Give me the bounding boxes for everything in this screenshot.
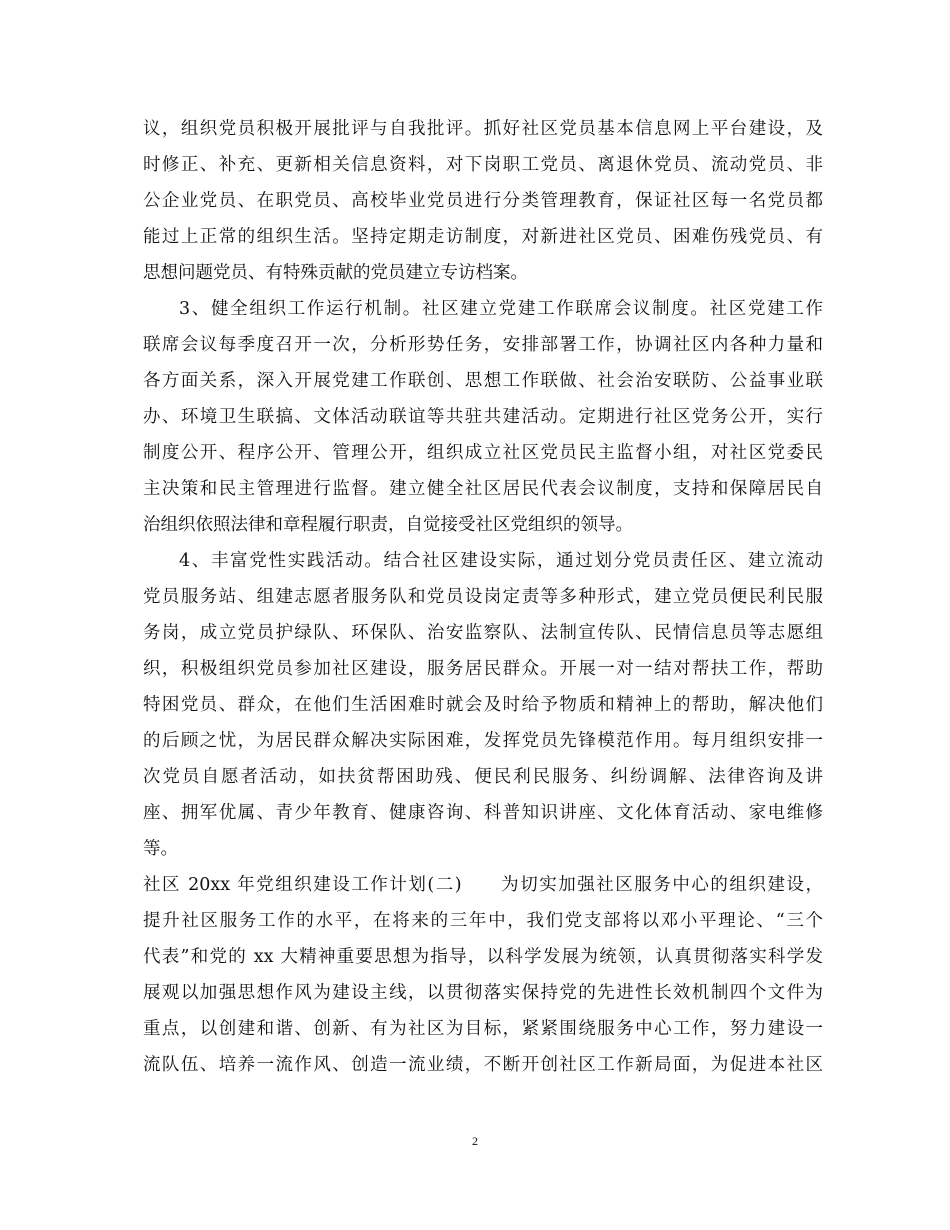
text-line: 展观以加强思想作风为建设主线，以贯彻落实保持党的先进性长效机制四个文件为 <box>143 983 823 1003</box>
text-line: 能过上正常的组织生活。坚持定期走访制度，对新进社区党员、困难伤残党员、有 <box>143 227 823 247</box>
text-line: 流队伍、培养一流作风、创造一流业绩，不断开创社区工作新局面，为促进本社区 <box>143 1055 823 1075</box>
text-line: 制度公开、程序公开、管理公开，组织成立社区党员民主监督小组，对社区党委民 <box>143 443 823 463</box>
text-line: 时修正、补充、更新相关信息资料，对下岗职工党员、离退休党员、流动党员、非 <box>143 155 823 175</box>
text-line: 座、拥军优属、青少年教育、健康咨询、科普知识讲座、文化体育活动、家电维修 <box>143 803 823 823</box>
text-line: 治组织依照法律和章程履行职责，自觉接受社区党组织的领导。 <box>143 515 633 535</box>
text-line: 务岗，成立党员护绿队、环保队、治安监察队、法制宣传队、民情信息员等志愿组 <box>143 623 823 643</box>
text-line: 特困党员、群众，在他们生活困难时就会及时给予物质和精神上的帮助，解决他们 <box>143 695 823 715</box>
text-line: 4、丰富党性实践活动。结合社区建设实际，通过划分党员责任区、建立流动 <box>179 551 823 571</box>
text-line: 次党员自愿者活动，如扶贫帮困助残、便民利民服务、纠纷调解、法律咨询及讲 <box>143 767 823 787</box>
text-line: 联席会议每季度召开一次，分析形势任务，安排部署工作，协调社区内各种力量和 <box>143 335 823 355</box>
text-line: 各方面关系，深入开展党建工作联创、思想工作联做、社会治安联防、公益事业联 <box>143 371 823 391</box>
text-line: 3、健全组织工作运行机制。社区建立党建工作联席会议制度。社区党建工作 <box>179 299 823 319</box>
text-line: 公企业党员、在职党员、高校毕业党员进行分类管理教育，保证社区每一名党员都 <box>143 191 823 211</box>
body-text <box>143 111 823 1083</box>
text-line: 办、环境卫生联搞、文体活动联谊等共驻共建活动。定期进行社区党务公开，实行 <box>143 407 823 427</box>
text-line: 提升社区服务工作的水平，在将来的三年中，我们党支部将以邓小平理论、“三个 <box>143 911 823 931</box>
text-line: 等。 <box>143 839 178 859</box>
text-line: 思想问题党员、有特殊贡献的党员建立专访档案。 <box>143 263 528 283</box>
text-line: 织，积极组织党员参加社区建设，服务居民群众。开展一对一结对帮扶工作，帮助 <box>143 659 823 679</box>
text-line: 议，组织党员积极开展批评与自我批评。抓好社区党员基本信息网上平台建设，及 <box>143 119 823 139</box>
text-line: 主决策和民主管理进行监督。建立健全社区居民代表会议制度，支持和保障居民自 <box>143 479 823 499</box>
page-number: 2 <box>472 1134 478 1148</box>
text-line: 社区 20xx 年党组织建设工作计划(二) 为切实加强社区服务中心的组织建设， <box>143 875 823 895</box>
text-line: 的后顾之忧，为居民群众解决实际困难，发挥党员先锋模范作用。每月组织安排一 <box>143 731 823 751</box>
text-line: 代表”和党的 xx 大精神重要思想为指导，以科学发展为统领，认真贯彻落实科学发 <box>143 947 823 967</box>
text-line: 重点，以创建和谐、创新、有为社区为目标，紧紧围绕服务中心工作，努力建设一 <box>143 1019 823 1039</box>
text-line: 党员服务站、组建志愿者服务队和党员设岗定责等多种形式，建立党员便民利民服 <box>143 587 823 607</box>
